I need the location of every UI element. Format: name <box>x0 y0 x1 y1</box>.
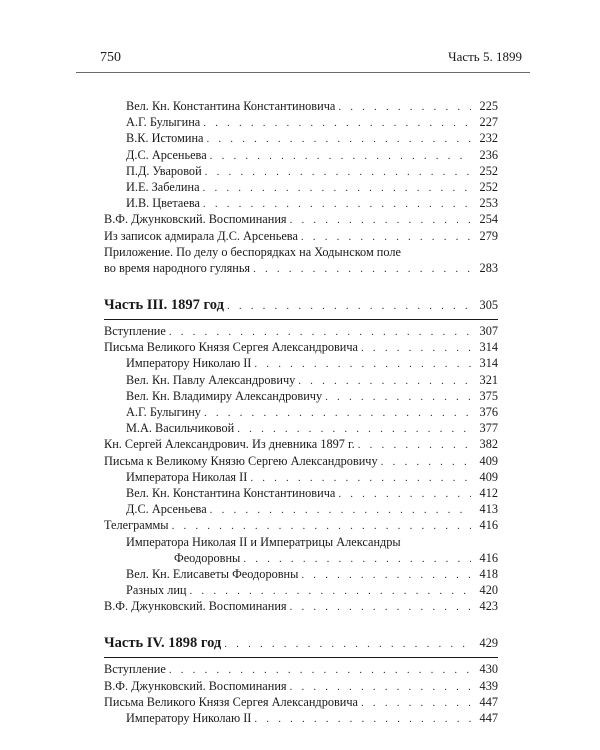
toc-entry-title: Вступление <box>104 324 166 339</box>
toc-entry <box>104 453 498 469</box>
dot-leader <box>237 421 471 437</box>
part-4-rule <box>104 657 498 658</box>
page-number: 750 <box>100 50 121 65</box>
toc-entry <box>104 355 498 371</box>
toc-page-ref: 283 <box>479 260 498 275</box>
dot-leader <box>203 196 471 212</box>
toc-entry-title: Вел. Кн. Константина Константиновича <box>126 485 336 500</box>
toc-entry-title: Вступление <box>104 662 166 677</box>
toc-entry <box>104 130 498 146</box>
toc-entry <box>104 469 498 485</box>
dot-leader <box>210 502 471 518</box>
toc-entry <box>104 694 498 710</box>
toc-entry-title: В.К. Истомина <box>126 131 204 146</box>
toc-entry <box>104 195 498 211</box>
running-title: Часть 5. 1899 <box>448 49 522 64</box>
toc-entry <box>104 710 498 726</box>
toc-page-ref: 252 <box>479 179 498 194</box>
dot-leader <box>243 551 471 567</box>
toc-entry-title: Вел. Кн. Елисаветы Феодоровны <box>126 566 299 581</box>
toc-page-ref: 420 <box>479 583 498 598</box>
appendix-line-2 <box>104 260 498 276</box>
toc-entry-title: В.Ф. Джунковский. Воспоминания <box>104 212 287 227</box>
part-3-heading <box>104 297 498 317</box>
toc-page-ref: 321 <box>479 372 498 387</box>
dot-leader <box>203 115 471 131</box>
toc-entry-title: Императору Николаю II <box>126 711 252 726</box>
toc-page-ref: 236 <box>479 147 498 162</box>
part-4-entries <box>104 661 498 726</box>
dot-leader <box>250 470 471 486</box>
toc-entry-title: Из записок адмирала Д.С. Арсеньева <box>104 228 298 243</box>
dot-leader <box>203 180 471 196</box>
toc-page-ref: 412 <box>479 485 498 500</box>
toc-entry-title: Разных лиц <box>126 583 187 598</box>
toc-page-ref: 377 <box>479 421 498 436</box>
toc-entry <box>104 98 498 114</box>
toc-entry-title: Телеграммы <box>104 518 169 533</box>
appendix-line-2-text: во время народного гулянья <box>104 260 251 275</box>
toc-page-ref: 430 <box>479 662 498 677</box>
dot-leader <box>169 662 471 678</box>
dot-leader <box>301 567 471 583</box>
toc-page-ref: 416 <box>479 518 498 533</box>
toc-entry <box>104 566 498 582</box>
toc-entry <box>104 485 498 501</box>
toc-entry <box>104 228 498 244</box>
toc-entry <box>104 372 498 388</box>
part-3-entries <box>104 323 498 533</box>
toc-entry-telegram-multi <box>104 534 498 566</box>
dot-leader <box>298 373 471 389</box>
toc-entry-title: Вел. Кн. Константина Константиновича <box>126 99 336 113</box>
dot-leader <box>227 300 471 312</box>
toc-entry-title: Письма Великого Князя Сергея Александровича <box>104 694 359 709</box>
toc-entry <box>104 517 498 533</box>
dot-leader <box>172 518 471 534</box>
toc-page-ref: 314 <box>479 340 498 355</box>
toc-page-ref: 429 <box>479 636 498 651</box>
toc-page-ref: 307 <box>479 324 498 339</box>
toc-page-ref: 232 <box>479 131 498 146</box>
toc-page-ref: 225 <box>479 99 498 113</box>
toc-entry-title: Д.С. Арсеньева <box>126 147 207 162</box>
dot-leader <box>254 711 471 727</box>
dot-leader <box>381 454 471 470</box>
toc-page-ref: 409 <box>479 453 498 468</box>
toc-page-ref: 413 <box>479 502 498 517</box>
toc-entry-title: Письма к Великому Князю Сергею Александровичу <box>104 453 378 468</box>
dot-leader <box>358 437 471 453</box>
dot-leader <box>338 486 471 502</box>
dot-leader <box>361 340 471 356</box>
toc-entry <box>104 388 498 404</box>
toc-entry <box>104 582 498 598</box>
toc-page-ref: 254 <box>479 212 498 227</box>
dot-leader <box>207 131 472 147</box>
toc-page-ref: 418 <box>479 566 498 581</box>
dot-leader <box>205 164 471 180</box>
part-3-title: Часть III. 1897 год <box>104 297 224 314</box>
dot-leader <box>210 148 471 164</box>
toc-entry <box>104 339 498 355</box>
toc-entry <box>104 501 498 517</box>
toc-group-1 <box>104 98 498 244</box>
toc-entry-title: П.Д. Уваровой <box>126 163 202 178</box>
toc-entry-title: Императору Николаю II <box>126 356 252 371</box>
toc-page-ref: 447 <box>479 694 498 709</box>
toc-entry <box>104 420 498 436</box>
toc-entry <box>104 678 498 694</box>
dot-leader <box>290 599 471 615</box>
toc-page-ref: 253 <box>479 196 498 211</box>
toc-page-ref: 447 <box>479 711 498 726</box>
toc-entry-title: И.Е. Забелина <box>126 179 200 194</box>
toc-entry-title: Вел. Кн. Павлу Александровичу <box>126 372 296 387</box>
dot-leader <box>169 324 471 340</box>
toc-entry-title: И.В. Цветаева <box>126 196 200 211</box>
toc-entry <box>104 661 498 677</box>
toc-entry <box>104 404 498 420</box>
toc-entry-title: В.Ф. Джунковский. Воспоминания <box>104 678 287 693</box>
part-3-rule <box>104 319 498 320</box>
toc-page-ref: 439 <box>479 678 498 693</box>
dot-leader <box>290 212 471 228</box>
toc-entry-title: А.Г. Булыгина <box>126 115 201 130</box>
toc-entry <box>104 436 498 452</box>
dot-leader <box>253 261 471 277</box>
dot-leader <box>224 638 471 650</box>
toc-page-ref: 382 <box>479 437 498 452</box>
toc-entry <box>104 211 498 227</box>
toc-entry-title: Письма Великого Князя Сергея Александровича <box>104 340 359 355</box>
toc-entry <box>104 323 498 339</box>
toc-page-ref: 314 <box>479 356 498 371</box>
toc-entry-title: Императора Николая II <box>126 469 248 484</box>
dot-leader <box>338 99 471 115</box>
toc-page-ref: 252 <box>479 163 498 178</box>
toc-page-ref: 409 <box>479 469 498 484</box>
telegram-line-2 <box>126 550 498 566</box>
dot-leader <box>361 695 471 711</box>
toc-entry <box>104 598 498 614</box>
appendix-line-1: Приложение. По делу о беспорядках на Ходынском поле <box>104 244 401 259</box>
toc-entry <box>104 147 498 163</box>
toc-entry-appendix <box>104 244 498 276</box>
dot-leader <box>325 389 471 405</box>
toc-entry <box>104 163 498 179</box>
toc-entry-title: В.Ф. Джунковский. Воспоминания <box>104 599 287 614</box>
toc-entry-title: М.А. Васильчиковой <box>126 421 235 436</box>
toc-entry-title: Д.С. Арсеньева <box>126 502 207 517</box>
header-rule <box>76 72 530 73</box>
dot-leader <box>204 405 471 421</box>
dot-leader <box>290 679 471 695</box>
toc-page-ref: 375 <box>479 388 498 403</box>
toc-entry-title: Вел. Кн. Владимиру Александровичу <box>126 388 323 403</box>
telegram-line-2-text: Феодоровны <box>174 550 241 565</box>
telegram-line-1: Императора Николая II и Императрицы Александры <box>126 534 401 549</box>
toc-page-ref: 423 <box>479 599 498 614</box>
toc-page-ref: 279 <box>479 228 498 243</box>
part-4-title: Часть IV. 1898 год <box>104 635 222 652</box>
running-header <box>100 49 522 66</box>
toc-page-ref: 227 <box>479 115 498 130</box>
dot-leader <box>301 229 471 245</box>
toc-entry-title: А.Г. Булыгину <box>126 405 201 420</box>
toc-entry <box>104 179 498 195</box>
toc-page-ref: 416 <box>479 550 498 565</box>
toc-page-ref: 376 <box>479 405 498 420</box>
toc-entry-title: Кн. Сергей Александрович. Из дневника 1897 г. <box>104 437 355 452</box>
toc-page-ref: 305 <box>479 298 498 313</box>
table-of-contents <box>104 98 498 726</box>
dot-leader <box>190 583 471 599</box>
part-3-entries-after <box>104 566 498 615</box>
part-4-heading <box>104 635 498 655</box>
dot-leader <box>254 356 471 372</box>
toc-entry <box>104 114 498 130</box>
